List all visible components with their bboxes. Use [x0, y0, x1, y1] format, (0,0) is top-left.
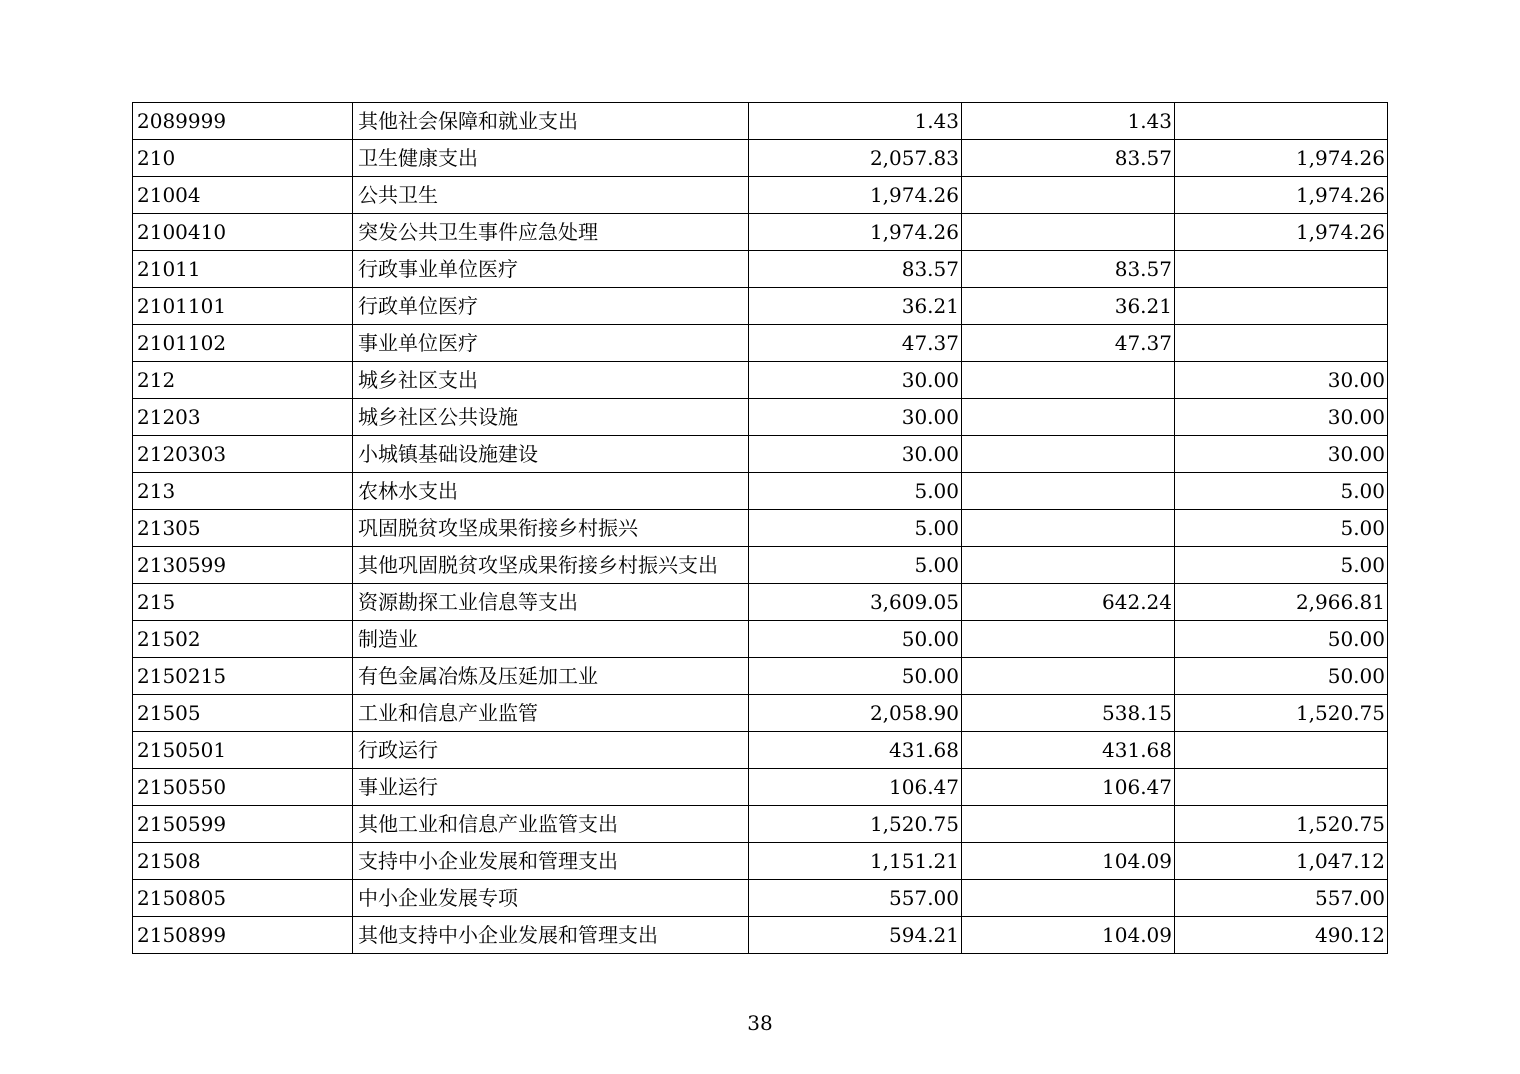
cell-basic-expenditure — [962, 214, 1175, 251]
cell-subject-name: 行政单位医疗 — [353, 288, 749, 325]
cell-subject-code: 215 — [133, 584, 353, 621]
cell-basic-expenditure — [962, 399, 1175, 436]
cell-project-expenditure: 1,974.26 — [1175, 214, 1388, 251]
cell-project-expenditure — [1175, 103, 1388, 140]
table-row — [133, 473, 1388, 510]
cell-project-expenditure: 1,974.26 — [1175, 140, 1388, 177]
cell-total-amount: 2,057.83 — [749, 140, 962, 177]
cell-total-amount: 5.00 — [749, 473, 962, 510]
table-row — [133, 843, 1388, 880]
cell-basic-expenditure: 106.47 — [962, 769, 1175, 806]
cell-project-expenditure: 1,974.26 — [1175, 177, 1388, 214]
cell-total-amount: 30.00 — [749, 436, 962, 473]
cell-subject-code: 2150501 — [133, 732, 353, 769]
cell-basic-expenditure: 1.43 — [962, 103, 1175, 140]
cell-project-expenditure: 557.00 — [1175, 880, 1388, 917]
cell-project-expenditure: 30.00 — [1175, 399, 1388, 436]
cell-total-amount: 1,974.26 — [749, 177, 962, 214]
cell-project-expenditure — [1175, 769, 1388, 806]
cell-subject-name: 其他支持中小企业发展和管理支出 — [353, 917, 749, 954]
table-row — [133, 732, 1388, 769]
table-row — [133, 251, 1388, 288]
cell-subject-name: 其他社会保障和就业支出 — [353, 103, 749, 140]
cell-subject-name: 工业和信息产业监管 — [353, 695, 749, 732]
cell-total-amount: 431.68 — [749, 732, 962, 769]
cell-subject-code: 2150899 — [133, 917, 353, 954]
budget-expenditure-table — [132, 102, 1388, 954]
cell-subject-code: 2100410 — [133, 214, 353, 251]
cell-basic-expenditure — [962, 362, 1175, 399]
cell-subject-code: 210 — [133, 140, 353, 177]
cell-total-amount: 2,058.90 — [749, 695, 962, 732]
cell-subject-name: 事业运行 — [353, 769, 749, 806]
cell-basic-expenditure — [962, 510, 1175, 547]
table-row — [133, 584, 1388, 621]
cell-subject-name: 中小企业发展专项 — [353, 880, 749, 917]
cell-project-expenditure: 5.00 — [1175, 473, 1388, 510]
cell-subject-name: 资源勘探工业信息等支出 — [353, 584, 749, 621]
cell-basic-expenditure — [962, 658, 1175, 695]
cell-total-amount: 594.21 — [749, 917, 962, 954]
cell-total-amount: 1,151.21 — [749, 843, 962, 880]
cell-basic-expenditure — [962, 880, 1175, 917]
cell-subject-code: 2089999 — [133, 103, 353, 140]
cell-basic-expenditure — [962, 621, 1175, 658]
cell-total-amount: 30.00 — [749, 399, 962, 436]
table-row — [133, 436, 1388, 473]
table-row — [133, 103, 1388, 140]
cell-subject-name: 公共卫生 — [353, 177, 749, 214]
cell-total-amount: 1.43 — [749, 103, 962, 140]
cell-basic-expenditure: 83.57 — [962, 251, 1175, 288]
cell-subject-name: 巩固脱贫攻坚成果衔接乡村振兴 — [353, 510, 749, 547]
cell-project-expenditure — [1175, 325, 1388, 362]
table-row — [133, 917, 1388, 954]
cell-project-expenditure: 1,520.75 — [1175, 806, 1388, 843]
cell-subject-name: 行政事业单位医疗 — [353, 251, 749, 288]
cell-subject-code: 2120303 — [133, 436, 353, 473]
cell-basic-expenditure: 36.21 — [962, 288, 1175, 325]
table-row — [133, 880, 1388, 917]
cell-total-amount: 30.00 — [749, 362, 962, 399]
cell-subject-code: 21508 — [133, 843, 353, 880]
cell-subject-name: 支持中小企业发展和管理支出 — [353, 843, 749, 880]
cell-basic-expenditure: 431.68 — [962, 732, 1175, 769]
cell-total-amount: 3,609.05 — [749, 584, 962, 621]
cell-project-expenditure: 50.00 — [1175, 658, 1388, 695]
cell-subject-code: 213 — [133, 473, 353, 510]
cell-basic-expenditure — [962, 436, 1175, 473]
cell-subject-name: 有色金属冶炼及压延加工业 — [353, 658, 749, 695]
cell-project-expenditure: 5.00 — [1175, 547, 1388, 584]
cell-total-amount: 1,520.75 — [749, 806, 962, 843]
cell-subject-code: 2150550 — [133, 769, 353, 806]
table-row — [133, 658, 1388, 695]
cell-subject-code: 212 — [133, 362, 353, 399]
cell-project-expenditure: 1,520.75 — [1175, 695, 1388, 732]
table-row — [133, 547, 1388, 584]
table-row — [133, 695, 1388, 732]
cell-subject-code: 2101101 — [133, 288, 353, 325]
cell-subject-code: 21203 — [133, 399, 353, 436]
cell-subject-code: 2150805 — [133, 880, 353, 917]
table-row — [133, 769, 1388, 806]
cell-subject-name: 农林水支出 — [353, 473, 749, 510]
cell-basic-expenditure: 104.09 — [962, 843, 1175, 880]
table-row — [133, 621, 1388, 658]
cell-project-expenditure: 50.00 — [1175, 621, 1388, 658]
table-row — [133, 140, 1388, 177]
cell-subject-name: 城乡社区支出 — [353, 362, 749, 399]
cell-total-amount: 83.57 — [749, 251, 962, 288]
cell-basic-expenditure — [962, 473, 1175, 510]
cell-total-amount: 50.00 — [749, 658, 962, 695]
table-row — [133, 288, 1388, 325]
table-row — [133, 510, 1388, 547]
cell-subject-name: 其他工业和信息产业监管支出 — [353, 806, 749, 843]
cell-project-expenditure: 5.00 — [1175, 510, 1388, 547]
cell-basic-expenditure: 104.09 — [962, 917, 1175, 954]
page-number: 38 — [747, 1011, 773, 1035]
table-body — [133, 103, 1388, 954]
cell-subject-name: 卫生健康支出 — [353, 140, 749, 177]
cell-project-expenditure: 30.00 — [1175, 436, 1388, 473]
cell-basic-expenditure — [962, 806, 1175, 843]
cell-total-amount: 36.21 — [749, 288, 962, 325]
cell-subject-code: 21505 — [133, 695, 353, 732]
cell-total-amount: 47.37 — [749, 325, 962, 362]
cell-project-expenditure — [1175, 732, 1388, 769]
cell-subject-code: 21502 — [133, 621, 353, 658]
cell-total-amount: 106.47 — [749, 769, 962, 806]
table-row — [133, 399, 1388, 436]
cell-subject-code: 21004 — [133, 177, 353, 214]
cell-basic-expenditure: 47.37 — [962, 325, 1175, 362]
cell-total-amount: 1,974.26 — [749, 214, 962, 251]
cell-total-amount: 557.00 — [749, 880, 962, 917]
cell-subject-name: 小城镇基础设施建设 — [353, 436, 749, 473]
cell-basic-expenditure: 83.57 — [962, 140, 1175, 177]
cell-project-expenditure: 2,966.81 — [1175, 584, 1388, 621]
cell-project-expenditure — [1175, 288, 1388, 325]
cell-subject-code: 21011 — [133, 251, 353, 288]
cell-subject-name: 行政运行 — [353, 732, 749, 769]
table-row — [133, 806, 1388, 843]
cell-total-amount: 50.00 — [749, 621, 962, 658]
cell-project-expenditure: 1,047.12 — [1175, 843, 1388, 880]
cell-basic-expenditure: 538.15 — [962, 695, 1175, 732]
cell-subject-name: 城乡社区公共设施 — [353, 399, 749, 436]
cell-subject-code: 2130599 — [133, 547, 353, 584]
table-row — [133, 214, 1388, 251]
cell-subject-name: 制造业 — [353, 621, 749, 658]
cell-project-expenditure — [1175, 251, 1388, 288]
cell-subject-code: 2150215 — [133, 658, 353, 695]
cell-basic-expenditure — [962, 177, 1175, 214]
cell-total-amount: 5.00 — [749, 510, 962, 547]
cell-project-expenditure: 490.12 — [1175, 917, 1388, 954]
table-row — [133, 362, 1388, 399]
cell-total-amount: 5.00 — [749, 547, 962, 584]
cell-subject-name: 其他巩固脱贫攻坚成果衔接乡村振兴支出 — [353, 547, 749, 584]
cell-subject-name: 突发公共卫生事件应急处理 — [353, 214, 749, 251]
cell-project-expenditure: 30.00 — [1175, 362, 1388, 399]
cell-basic-expenditure — [962, 547, 1175, 584]
cell-subject-name: 事业单位医疗 — [353, 325, 749, 362]
cell-subject-code: 21305 — [133, 510, 353, 547]
table-row — [133, 325, 1388, 362]
cell-subject-code: 2101102 — [133, 325, 353, 362]
cell-subject-code: 2150599 — [133, 806, 353, 843]
table-row — [133, 177, 1388, 214]
cell-basic-expenditure: 642.24 — [962, 584, 1175, 621]
